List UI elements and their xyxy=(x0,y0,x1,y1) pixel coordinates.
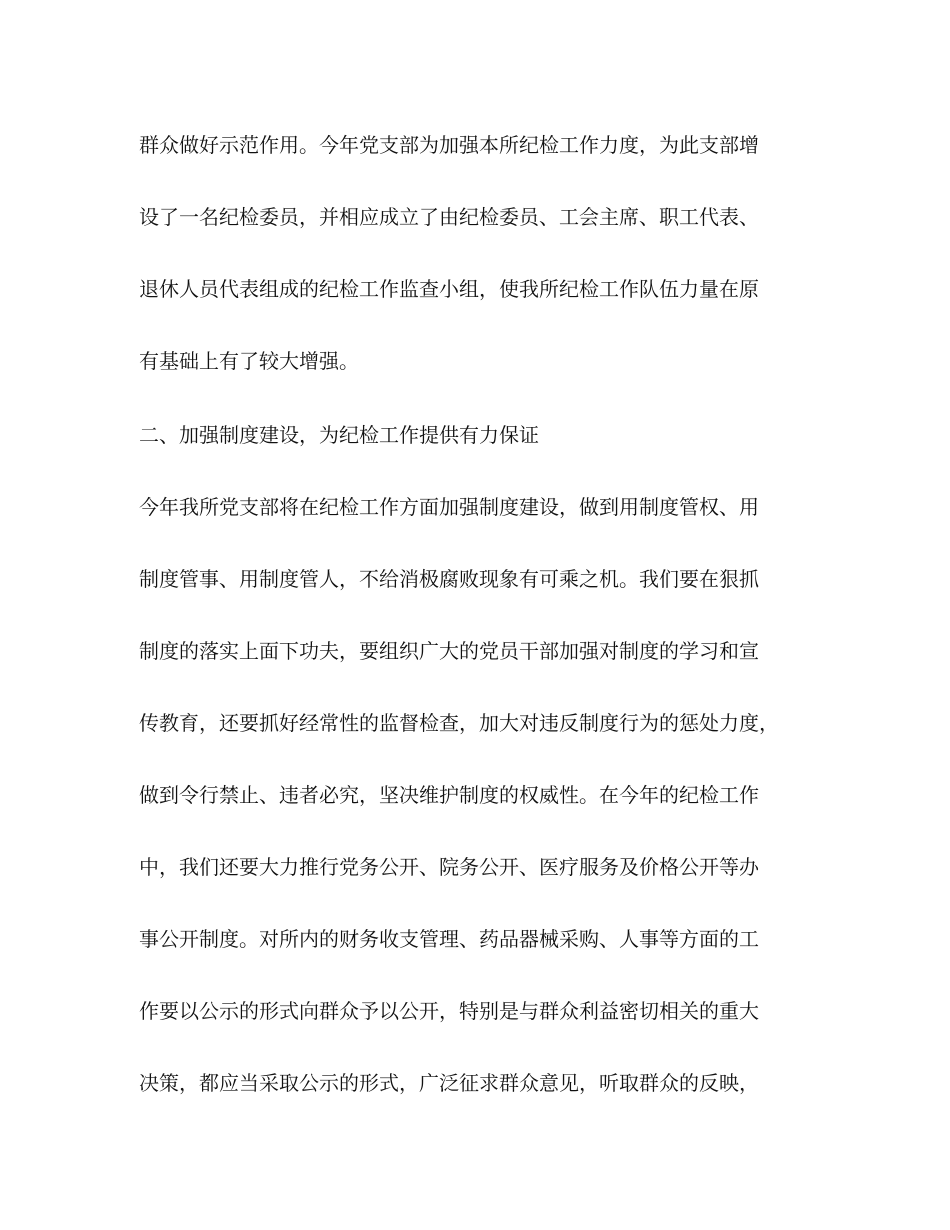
section-heading: 二、加强制度建设，为纪检工作提供有力保证 xyxy=(139,423,539,447)
paragraph-line: 设了一名纪检委员，并相应成立了由纪检委员、工会主席、职工代表、 xyxy=(139,205,759,229)
paragraph-line: 今年我所党支部将在纪检工作方面加强制度建设，做到用制度管权、用 xyxy=(139,495,759,519)
paragraph-line: 传教育，还要抓好经常性的监督检查，加大对违反制度行为的惩处力度， xyxy=(139,711,779,735)
paragraph-line: 中，我们还要大力推行党务公开、院务公开、医疗服务及价格公开等办 xyxy=(139,855,759,879)
paragraph-line: 决策，都应当采取公示的形式，广泛征求群众意见，听取群众的反映， xyxy=(139,1071,759,1095)
paragraph-line: 群众做好示范作用。今年党支部为加强本所纪检工作力度，为此支部增 xyxy=(139,133,759,157)
paragraph-line: 有基础上有了较大增强。 xyxy=(139,349,359,373)
paragraph-line: 做到令行禁止、违者必究，坚决维护制度的权威性。在今年的纪检工作 xyxy=(139,783,759,807)
paragraph-line: 事公开制度。对所内的财务收支管理、药品器械采购、人事等方面的工 xyxy=(139,927,759,951)
paragraph-line: 退休人员代表组成的纪检工作监查小组，使我所纪检工作队伍力量在原 xyxy=(139,277,759,301)
paragraph-line: 作要以公示的形式向群众予以公开，特别是与群众利益密切相关的重大 xyxy=(139,999,759,1023)
paragraph-line: 制度管事、用制度管人，不给消极腐败现象有可乘之机。我们要在狠抓 xyxy=(139,567,759,591)
paragraph-line: 制度的落实上面下功夫，要组织广大的党员干部加强对制度的学习和宣 xyxy=(139,639,759,663)
